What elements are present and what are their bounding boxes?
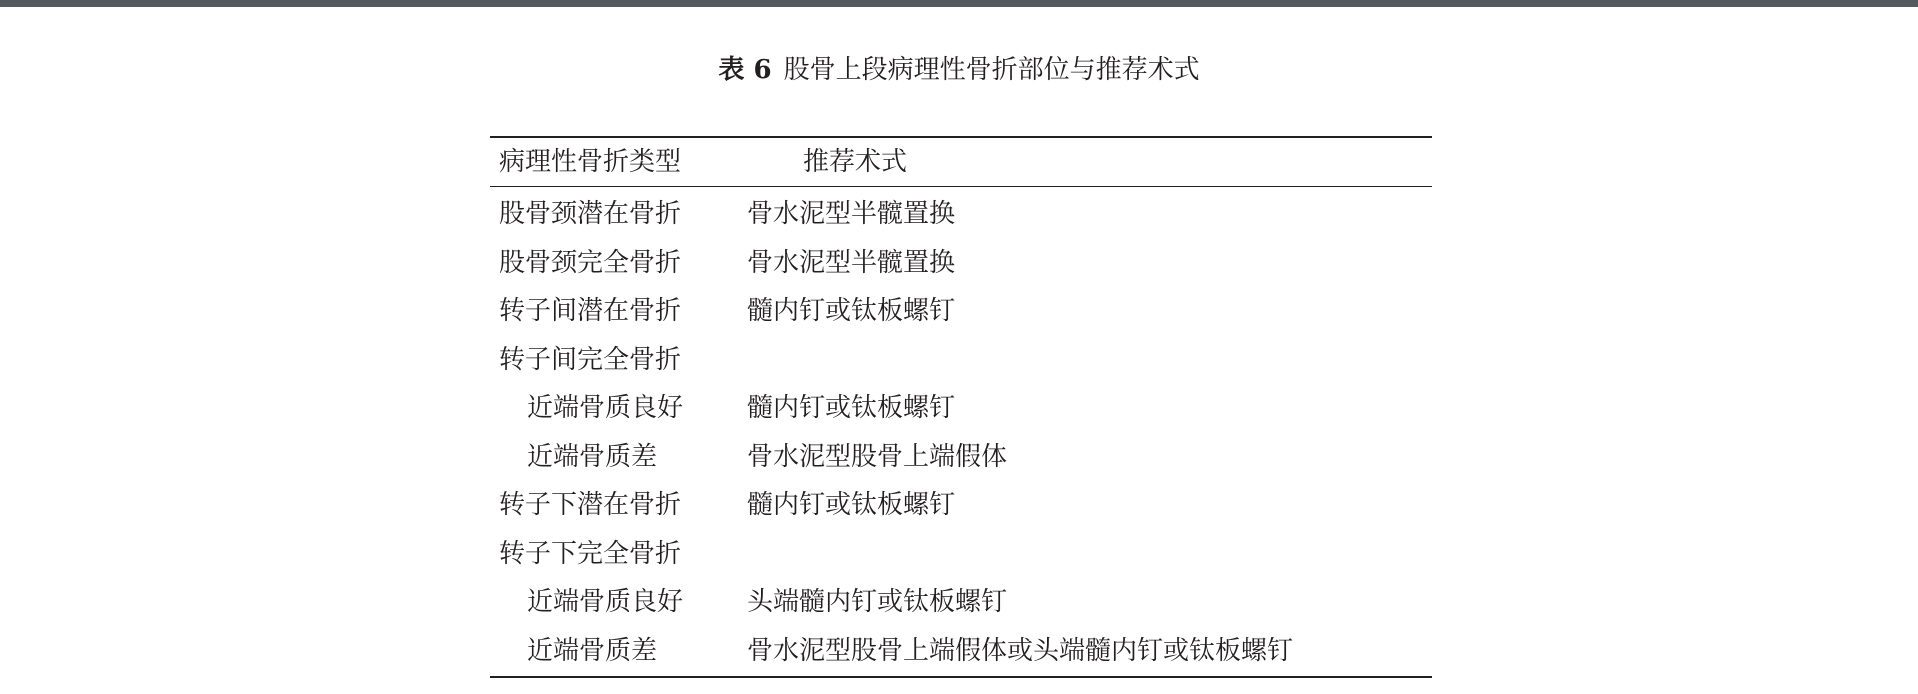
table-bottom-rule	[490, 676, 1432, 678]
table-row	[490, 578, 1432, 627]
table-row	[490, 239, 1432, 288]
procedure-cell: 髓内钉或钛板螺钉	[747, 393, 956, 423]
top-bar	[0, 0, 1918, 7]
table-number: 表 6	[718, 55, 772, 85]
table-row	[490, 433, 1432, 482]
fracture-type-cell: 转子间潜在骨折	[499, 296, 682, 326]
table-row	[490, 336, 1432, 385]
fracture-type-cell: 转子下完全骨折	[499, 538, 682, 569]
fracture-subtype-cell: 近端骨质差	[527, 441, 658, 472]
procedure-table	[490, 136, 1432, 678]
table-row	[490, 627, 1432, 676]
fracture-type-cell: 股骨颈完全骨折	[499, 247, 682, 278]
fracture-type-cell: 股骨颈潜在骨折	[499, 199, 682, 229]
procedure-cell: 髓内钉或钛板螺钉	[747, 490, 956, 520]
procedure-cell: 头端髓内钉或钛板螺钉	[747, 587, 1008, 617]
table-row	[490, 190, 1432, 239]
procedure-cell: 骨水泥型股骨上端假体	[747, 441, 1008, 472]
procedure-cell: 骨水泥型半髋置换	[747, 247, 956, 278]
table-caption	[0, 52, 1918, 88]
fracture-subtype-cell: 近端骨质良好	[527, 393, 684, 423]
procedure-cell: 骨水泥型股骨上端假体或头端髓内钉或钛板螺钉	[747, 635, 1294, 666]
fracture-type-cell: 转子间完全骨折	[499, 344, 682, 375]
table-row	[490, 384, 1432, 433]
table-row	[490, 530, 1432, 579]
header-recommended-procedure: 推荐术式	[803, 147, 908, 177]
fracture-type-cell: 转子下潜在骨折	[499, 490, 682, 520]
fracture-subtype-cell: 近端骨质良好	[527, 587, 684, 617]
table-header-row	[490, 138, 1432, 186]
table-row	[490, 287, 1432, 336]
procedure-cell: 骨水泥型半髋置换	[747, 199, 956, 229]
table-row	[490, 481, 1432, 530]
table-title: 股骨上段病理性骨折部位与推荐术式	[783, 55, 1200, 85]
table-body	[490, 187, 1432, 676]
procedure-cell: 髓内钉或钛板螺钉	[747, 296, 956, 326]
fracture-subtype-cell: 近端骨质差	[527, 635, 658, 666]
header-fracture-type: 病理性骨折类型	[499, 147, 682, 177]
